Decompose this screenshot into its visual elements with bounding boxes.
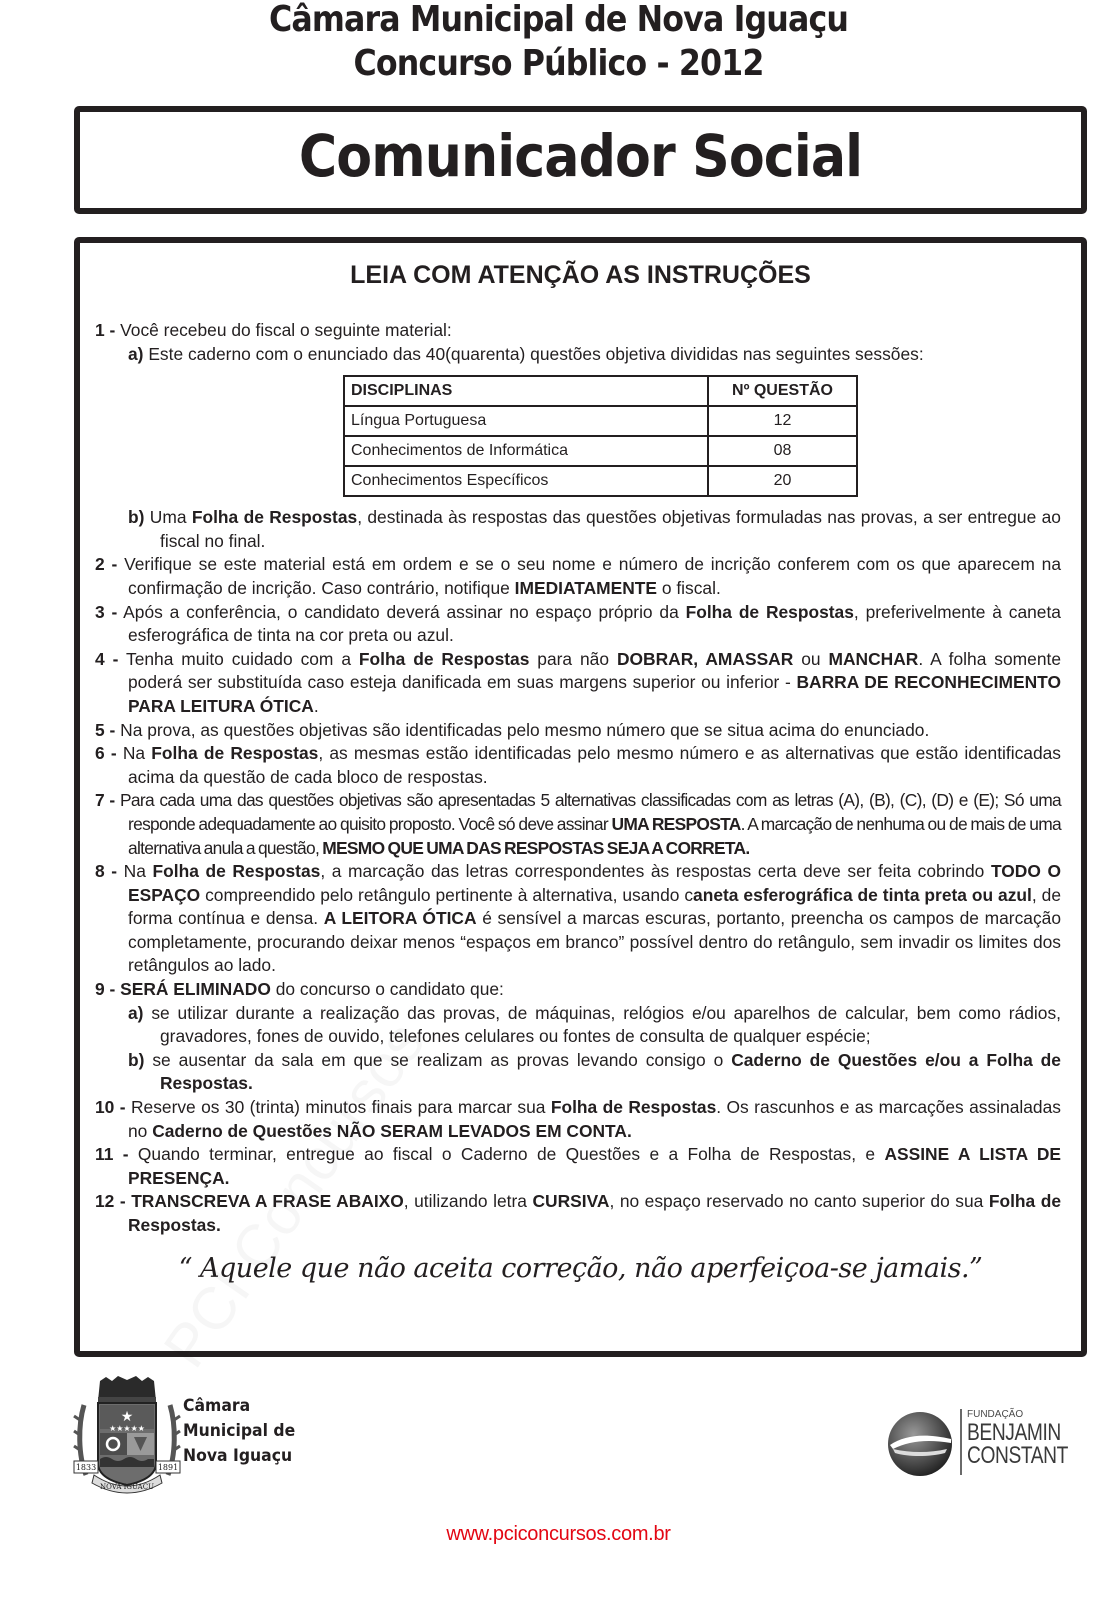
- nova-iguacu-coat-of-arms-icon: [72, 1375, 182, 1495]
- benjamin-constant-name: BENJAMIN CONSTANT: [967, 1419, 1068, 1469]
- header-contest: Concurso Público - 2012: [353, 43, 764, 84]
- instruction-4: 4 - Tenha muito cuidado com a Folha de Respostas para não DOBRAR, AMASSAR ou MANCHAR. A folha somente poderá ser substituída caso esteja danificada em suas margens superior ou inferior - BARRA DE RECONHECIMENTO PARA LEITURA ÓTICA.: [95, 648, 1061, 716]
- table-row: Língua Portuguesa 12: [344, 406, 857, 436]
- instruction-7: 7 - Para cada uma das questões objetivas são apresentadas 5 alternativas classificadas com as letras (A), (B), (C), (D) e (E); Só uma responde adequadamente ao quisito proposto. Você só deve assinar UMA RESPOSTA. A marcação de nenhuma ou de mais de uma alternativa anula a questão, MESMO QUE UMA DAS RESPOSTAS SEJA A CORRETA.: [95, 790, 1062, 858]
- instruction-12: 12 - TRANSCREVA A FRASE ABAIXO, utilizando letra CURSIVA, no espaço reservado no canto superior do sua Folha de Respostas.: [95, 1191, 1062, 1235]
- benjamin-constant-sphere-icon: [885, 1409, 955, 1479]
- year-left: 1833: [75, 1463, 97, 1472]
- camara-logo-text: Câmara Municipal de Nova Iguaçu: [183, 1396, 296, 1466]
- table-row: Conhecimentos Específicos 20: [344, 466, 857, 496]
- instruction-2: 2 - Verifique se este material está em ordem e se o seu nome e número de incrição conferem com os que aparecem na confirmação de incrição. Caso contrário, notifique IMEDIATAMENTE o fiscal.: [95, 554, 1061, 598]
- table-header-row: [344, 376, 857, 406]
- table-header-disciplinas: DISCIPLINAS: [344, 376, 708, 406]
- svg-text:★: ★: [120, 1408, 134, 1424]
- instruction-11: 11 - Quando terminar, entregue ao fiscal o Caderno de Questões e a Folha de Respostas, e ASSINE A LISTA DE PRESENÇA.: [95, 1144, 1061, 1188]
- instruction-9: 9 - SERÁ ELIMINADO do concurso o candidato que:: [95, 979, 504, 1000]
- instructions-box: [74, 237, 1087, 1357]
- table-row: Conhecimentos de Informática 08: [344, 436, 857, 466]
- instruction-1: 1 - Você recebeu do fiscal o seguinte material:: [95, 320, 452, 340]
- instruction-9b: b) se ausentar da sala em que se realizam as provas levando consigo o Caderno de Questões e/ou a Folha de Respostas.: [128, 1049, 1061, 1094]
- instruction-3: 3 - Após a conferência, o candidato deverá assinar no espaço próprio da Folha de Respostas, preferivelmente à caneta esferográfica de tinta na cor preta ou azul.: [95, 601, 1061, 646]
- disciplines-table: [343, 375, 858, 497]
- exam-title: Comunicador Social: [298, 122, 863, 190]
- instruction-5: 5 - Na prova, as questões objetivas são identificadas pelo mesmo número que se situa acima do enunciado.: [95, 719, 930, 740]
- transcription-quote: “ Aquele que não aceita correção, não aperfeiçoa-se jamais.”: [178, 1253, 983, 1284]
- svg-text:★★★★★: ★★★★★: [109, 1424, 145, 1433]
- svg-text:NOVA IGUAÇU: NOVA IGUAÇU: [100, 1483, 154, 1491]
- footer-url-link[interactable]: www.pciconcursos.com.br: [446, 1523, 671, 1545]
- instruction-9a: a) se utilizar durante a realização das provas, de máquinas, relógios e/ou aparelhos de calcular, bem como rádios, gravadores, fones de ouvido, telefones celulares ou fontes de consulta de qualquer espécie;: [128, 1002, 1061, 1047]
- instruction-1b: b) Uma Folha de Respostas, destinada às respostas das questões objetivas formuladas nas provas, a ser entregue ao fiscal no final.: [128, 507, 1061, 551]
- instructions-list: [95, 319, 1061, 1238]
- logo-divider: [960, 1409, 962, 1475]
- instruction-6: 6 - Na Folha de Respostas, as mesmas estão identificadas pelo mesmo número e as alternativas que estão identificadas acima da questão de cada bloco de respostas.: [95, 743, 1062, 787]
- fundacao-benjamin-constant-logo: FUNDAÇÃO BENJAMIN CONSTANT: [885, 1403, 1090, 1483]
- instruction-10: 10 - Reserve os 30 (trinta) minutos finais para marcar sua Folha de Respostas. Os rascunhos e as marcações assinaladas no Caderno de Questões NÃO SERAM LEVADOS EM CONTA.: [95, 1097, 1061, 1141]
- exam-title-box: [74, 106, 1087, 214]
- year-right: 1891: [157, 1463, 179, 1472]
- instructions-title: LEIA COM ATENÇÃO AS INSTRUÇÕES: [350, 261, 811, 289]
- header-institution: Câmara Municipal de Nova Iguaçu: [268, 0, 849, 40]
- table-header-questao: Nº QUESTÃO: [708, 376, 857, 406]
- instruction-8: 8 - Na Folha de Respostas, a marcação das letras correspondentes às respostas certa deve ser feita cobrindo TODO O ESPAÇO compreendido pelo retângulo pertinente à alternativa, usando caneta esferográfica de tinta preta ou azul, de forma contínua e densa. A LEITORA ÓTICA é sensível a marcas escuras, portanto, preencha os campos de marcação completamente, procurando deixar menos “espaços em branco” possível dentro do retângulo, sem invadir os limites dos retângulos ao lado.: [95, 861, 1061, 976]
- instruction-1a: a) Este caderno com o enunciado das 40(quarenta) questões objetiva divididas nas seguintes sessões:: [128, 343, 924, 364]
